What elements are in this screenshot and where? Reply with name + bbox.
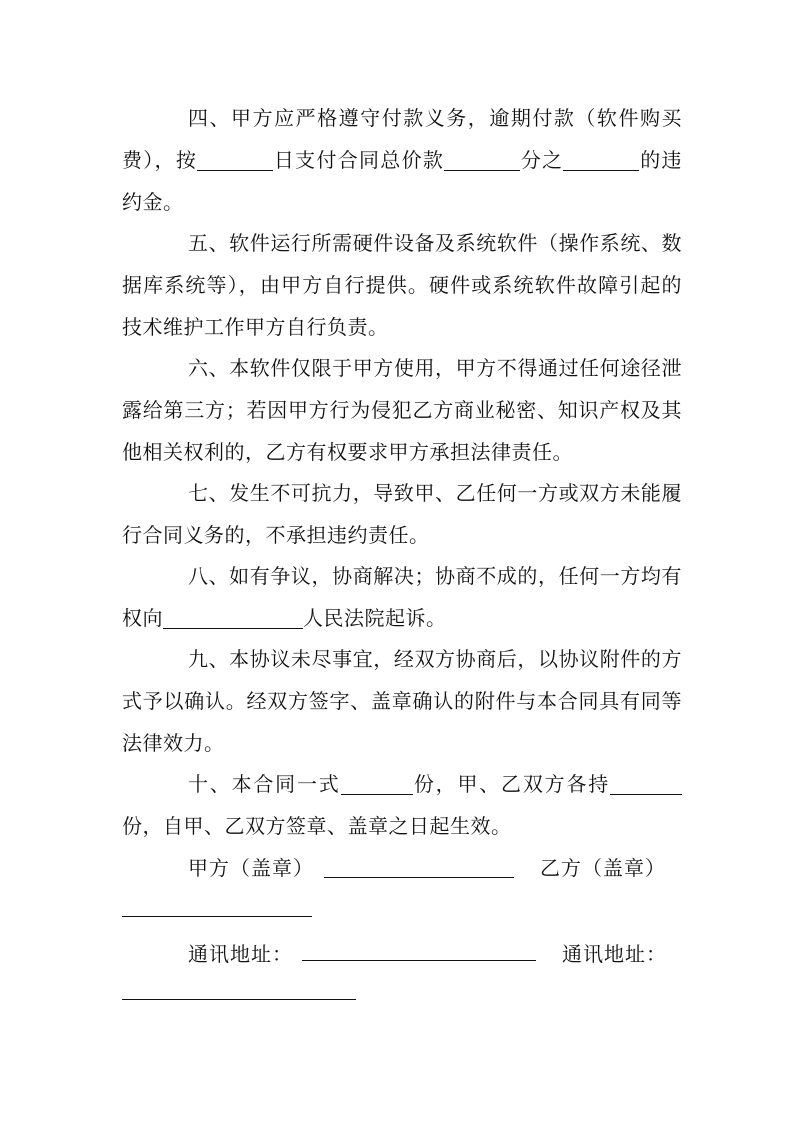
clause-4 — [122, 97, 682, 223]
party-b-seal-line[interactable] — [122, 916, 312, 917]
court-blank[interactable] — [163, 606, 303, 629]
clause-8 — [122, 555, 682, 639]
party-a-seal-line[interactable] — [324, 877, 514, 878]
party-b-address-label: 通讯地址： — [562, 942, 667, 966]
fraction-denominator-blank[interactable] — [444, 148, 520, 171]
fraction-numerator-blank[interactable] — [563, 148, 639, 171]
clause-8-text-2: 人民法院起诉。 — [303, 606, 447, 630]
clause-5: 五、软件运行所需硬件设备及系统软件（操作系统、数据库系统等），由甲方自行提供。硬件或系统软件故障引起的技术维护工作甲方自行负责。 — [122, 231, 682, 339]
clause-4-text-1: 四、甲方应严格遵守付款义务，逾期付款（软件购买费），按 — [122, 106, 682, 172]
clause-10-text-2: 份，甲、乙双方各持 — [412, 772, 611, 796]
party-b-seal-label: 乙方（盖章） — [540, 856, 666, 880]
party-a-address-label: 通讯地址： — [188, 942, 293, 966]
clause-4-text-4: 的违约金。 — [122, 148, 683, 214]
clause-4-text-3: 分之 — [520, 148, 564, 172]
party-a-seal-label: 甲方（盖章） — [188, 856, 314, 880]
clause-9: 九、本协议未尽事宜，经双方协商后，以协议附件的方式予以确认。经双方签字、盖章确认的附件与本合同具有同等法律效力。 — [122, 647, 682, 755]
clause-6: 六、本软件仅限于甲方使用，甲方不得通过任何途径泄露给第三方；若因甲方行为侵犯乙方商业秘密、知识产权及其他相关权利的，乙方有权要求甲方承担法律责任。 — [122, 356, 682, 464]
clause-7: 七、发生不可抗力，导致甲、乙任何一方或双方未能履行合同义务的，不承担违约责任。 — [122, 481, 682, 547]
clause-10-text-1: 十、本合同一式 — [188, 772, 341, 796]
clause-10 — [122, 763, 682, 847]
party-a-address-line[interactable] — [302, 960, 536, 961]
clause-8-text-1: 八、如有争议，协商解决；协商不成的，任何一方均有权向 — [122, 564, 682, 630]
copies-each-blank[interactable] — [610, 772, 682, 795]
clause-10-text-3: 份，自甲、乙双方签章、盖章之日起生效。 — [122, 814, 512, 838]
party-b-address-line[interactable] — [122, 999, 356, 1000]
clause-4-text-2: 日支付合同总价款 — [273, 148, 445, 172]
days-blank[interactable] — [197, 148, 273, 171]
copies-total-blank[interactable] — [341, 772, 413, 795]
